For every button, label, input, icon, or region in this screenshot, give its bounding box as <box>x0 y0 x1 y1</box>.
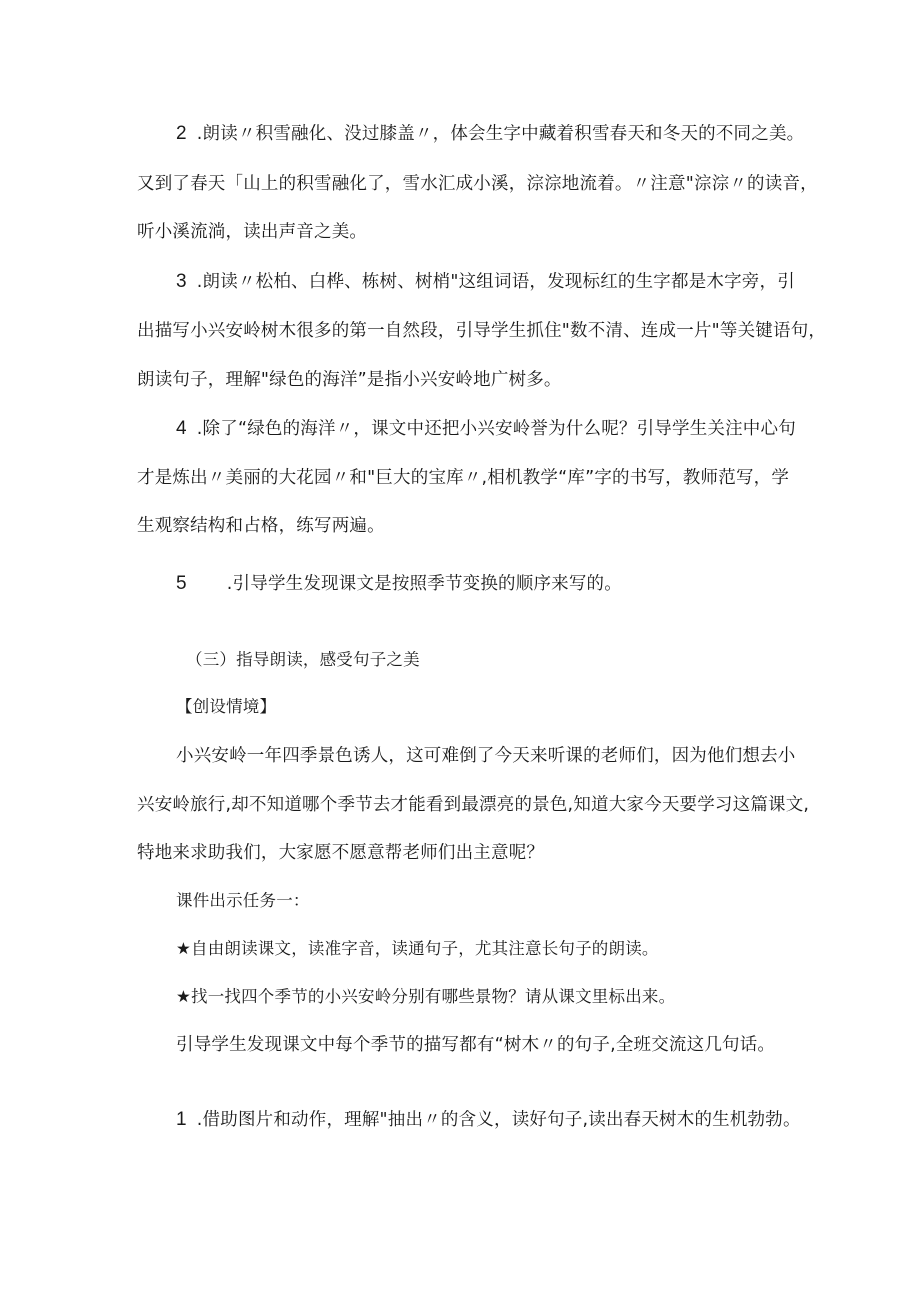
task-item-2: ★找一找四个季节的小兴安岭分别有哪些景物？请从课文里标出来。 <box>176 987 676 1006</box>
paragraph-5-line-1 <box>176 572 622 596</box>
paragraph-2-line-3: 听小溪流淌，读出声音之美。 <box>137 222 368 242</box>
paragraph-4-line-3: 生观察结构和占格，练写两遍。 <box>137 516 385 536</box>
paragraph-2-line-2: 又到了春天「山上的积雪融化了，雪水汇成小溪，淙淙地流着。〃注意"淙淙〃的读音， <box>137 174 818 194</box>
scene-line-3: 特地来求助我们，大家愿不愿意帮老师们出主意呢？ <box>137 843 545 863</box>
paragraph-3-line-2: 出描写小兴安岭树木很多的第一自然段，引导学生抓住"数不清、连成一片"等关键语句， <box>137 321 827 341</box>
paragraph-2-line-1 <box>176 122 804 146</box>
item-number: 5 <box>176 573 187 594</box>
item-number: 1 <box>176 1109 187 1130</box>
paragraph-3-line-1 <box>176 270 795 294</box>
paragraph-4-line-2: 才是炼出〃美丽的大花园〃和"巨大的宝库〃,相机教学“库”字的书写，教师范写，学 <box>137 468 790 488</box>
paragraph-text: .朗读〃积雪融化、没过膝盖〃，体会生字中藏着积雪春天和冬天的不同之美。 <box>196 124 805 144</box>
paragraph-1-line-1 <box>176 1108 801 1132</box>
guide-line: 引导学生发现课文中每个季节的描写都有“树木〃的句子,全班交流这几句话。 <box>176 1035 776 1055</box>
paragraph-text: .借助图片和动作，理解"抽出〃的含义，读好句子,读出春天树木的生机勃勃。 <box>196 1110 801 1130</box>
paragraph-text: .朗读〃松柏、白桦、栋树、树梢"这组词语，发现标红的生字都是木字旁，引 <box>196 272 795 292</box>
scene-line-1: 小兴安岭一年四季景色诱人，这可难倒了今天来听课的老师们，因为他们想去小 <box>176 746 796 766</box>
item-number: 3 <box>176 271 187 292</box>
task-intro: 课件出示任务一： <box>176 891 310 910</box>
paragraph-text: .除了“绿色的海洋〃，课文中还把小兴安岭誉为什么呢？引导学生关注中心句 <box>196 419 796 439</box>
item-number: 4 <box>176 418 187 439</box>
paragraph-4-line-1 <box>176 417 796 441</box>
paragraph-3-line-3: 朗读句子，理解"绿色的海洋”是指小兴安岭地广树多。 <box>137 370 562 390</box>
item-number: 2 <box>176 123 187 144</box>
scene-line-2: 兴安岭旅行,却不知道哪个季节去才能看到最漂亮的景色,知道大家今天要学习这篇课文, <box>137 795 810 815</box>
section-title: （三）指导朗读，感受句子之美 <box>186 650 420 669</box>
paragraph-text: .引导学生发现课文是按照季节变换的顺序来写的。 <box>226 574 622 594</box>
scene-label: 【创设情境】 <box>176 697 277 716</box>
task-item-1: ★自由朗读课文，读准字音，读通句子，尤其注意长句子的朗读。 <box>176 939 659 958</box>
